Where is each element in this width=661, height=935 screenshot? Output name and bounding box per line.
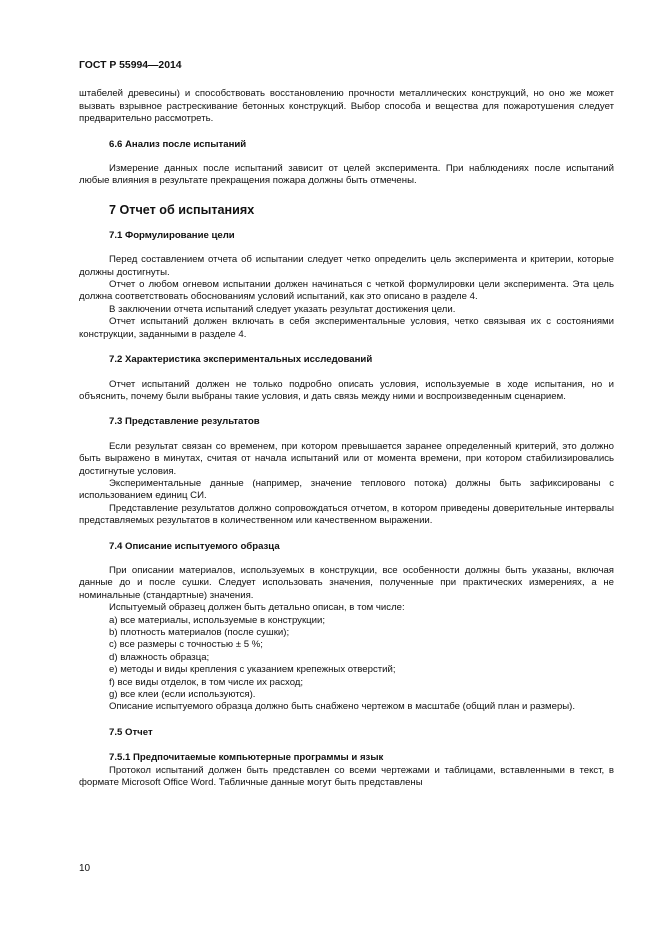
section-7-1-paragraph: Отчет испытаний должен включать в себя экспериментальные условия, четко связывая их с состояниями конструкции, заданными в разделе 4. xyxy=(79,316,614,340)
section-7-4-title: 7.4 Описание испытуемого образца xyxy=(109,540,280,552)
section-7-1-paragraph: Перед составлением отчета об испытании следует четко определить цель эксперимента и критерии, которые должны достигнуты. xyxy=(79,254,614,278)
list-item: d) влажность образца; xyxy=(109,651,210,663)
section-7-3-paragraph: Если результат связан со временем, при котором превышается заранее определенный критерий, это должно быть выражено в минутах, считая от начала испытаний или от момента времени, при котором стабилизировались достигнутые условия. xyxy=(79,440,614,477)
section-7-5-title: 7.5 Отчет xyxy=(109,726,153,738)
page-number: 10 xyxy=(79,863,91,874)
section-6-6-paragraph: Измерение данных после испытаний зависит от целей эксперимента. При наблюдениях после испытаний любые влияния в результате прекращения пожара должны быть отмечены. xyxy=(79,163,614,187)
section-7-title: 7 Отчет об испытаниях xyxy=(109,202,255,217)
section-7-3-title: 7.3 Представление результатов xyxy=(109,416,260,428)
section-7-4-closing: Описание испытуемого образца должно быть снабжено чертежом в масштабе (общий план и размеры). xyxy=(109,701,576,713)
section-7-1-title: 7.1 Формулирование цели xyxy=(109,229,235,241)
section-6-6-title: 6.6 Анализ после испытаний xyxy=(109,138,247,150)
list-item: с) все размеры с точностью ± 5 %; xyxy=(109,639,263,651)
specimen-description-list xyxy=(79,615,614,702)
section-7-4-paragraph: Испытуемый образец должен быть детально описан, в том числе: xyxy=(109,602,405,614)
section-7-3-paragraph: Экспериментальные данные (например, значение теплового потока) должны быть зафиксированы с использованием единиц СИ. xyxy=(79,477,614,502)
list-item: f) все виды отделок, в том числе их расход; xyxy=(109,676,304,688)
section-7-1-paragraph: В заключении отчета испытаний следует указать результат достижения цели. xyxy=(109,303,456,315)
list-item: g) все клеи (если используются). xyxy=(109,689,256,701)
section-7-1-paragraph: Отчет о любом огневом испытании должен начинаться с четкой формулировки цели эксперимента. Эта цель должна соответствовать обоснованиям условий испытаний, как это описано в разделе 4. xyxy=(79,279,614,303)
section-7-2-title: 7.2 Характеристика экспериментальных исследований xyxy=(109,354,373,366)
section-7-2-paragraph: Отчет испытаний должен не только подробно описать условия, используемые в ходе испытания, но и объяснить, почему были выбраны такие условия, и дать связь между ними и воспроизведенным сценарием. xyxy=(79,378,614,402)
section-7-5-1-paragraph: Протокол испытаний должен быть представлен со всеми чертежами и таблицами, вставленными в текст, в формате Microsoft Office Word. Табличные данные могут быть представлены xyxy=(79,764,614,789)
list-item: b) плотность материалов (после сушки); xyxy=(109,627,290,638)
section-7-3-paragraph: Представление результатов должно сопровождаться отчетом, в котором приведены доверительные интервалы представляемых результатов в количественном или качественном выражении. xyxy=(79,502,614,527)
section-7-4-paragraph: При описании материалов, используемых в конструкции, все особенности должны быть указаны, включая данные до и после сушки. Следует использовать значения, полученные при практических измерениях, а не номинальные (стандартные) значения. xyxy=(79,564,614,601)
list-item: e) методы и виды крепления с указанием крепежных отверстий; xyxy=(109,664,396,676)
list-item: а) все материалы, используемые в конструкции; xyxy=(109,614,326,626)
document-page xyxy=(79,60,614,789)
intro-paragraph: штабелей древесины) и способствовать восстановлению прочности металлических конструкций, но оно же может вызвать взрывное растрескивание бетонных конструкций. Выбор способа и вещества для пожаротушения следует предварительно рассмотреть. xyxy=(79,88,614,125)
section-7-5-1-title: 7.5.1 Предпочитаемые компьютерные программы и язык xyxy=(109,752,384,764)
document-header: ГОСТ Р 55994—2014 xyxy=(79,60,182,71)
